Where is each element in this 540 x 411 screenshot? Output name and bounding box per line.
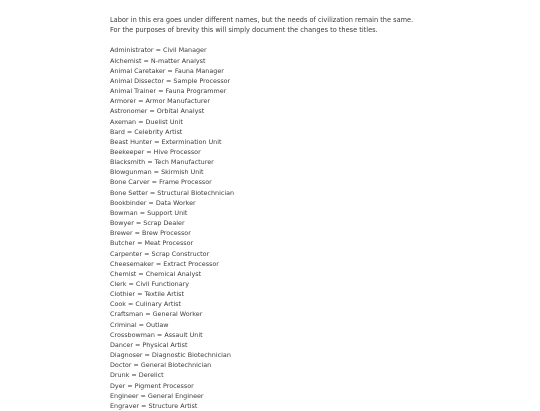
list-item: Armorer = Armor Manufacturer	[110, 97, 210, 106]
list-item: Axeman = Duelist Unit	[110, 117, 183, 126]
list-item: Engraver = Structure Artist	[110, 401, 198, 410]
list-item: Clerk = Civil Functionary	[110, 280, 190, 288]
list-item: Criminal = Outlaw	[110, 320, 169, 329]
list-item: Bone Setter = Structural Biotechnician	[110, 188, 235, 197]
list-item: Dyer = Pigment Processor	[110, 381, 194, 390]
list-item: Bowyer = Scrap Dealer	[110, 219, 185, 228]
list-item: Bowman = Support Unit	[110, 208, 188, 217]
list-item: Brewer = Brew Processor	[110, 229, 191, 238]
list-item: Dancer = Physical Artist	[110, 340, 188, 349]
list-item: Cook = Culinary Artist	[110, 300, 181, 309]
list-item: Blacksmith = Tech Manufacturer	[110, 158, 214, 167]
list-item: Beekeeper = Hive Processor	[110, 147, 201, 156]
list-item: Chemist = Chemical Analyst	[110, 269, 202, 278]
list-item: Bookbinder = Data Worker	[110, 198, 196, 207]
list-item: Animal Caretaker = Fauna Manager	[110, 66, 224, 75]
list-item: Bard = Celebrity Artist	[110, 127, 183, 136]
list-item: Beast Hunter = Extermination Unit	[110, 137, 222, 146]
list-item: Butcher = Meat Processor	[110, 239, 194, 248]
list-item: Diagnoser = Diagnostic Biotechnician	[110, 351, 231, 360]
list-item: Administrator = Civil Manager	[110, 46, 207, 55]
job-title-list	[110, 45, 420, 411]
list-item: Blowgunman = Skirmish Unit	[110, 168, 204, 177]
list-item: Alchemist = N-matter Analyst	[110, 56, 206, 65]
document-page	[110, 15, 420, 411]
list-item: Animal Trainer = Fauna Programmer	[110, 87, 227, 96]
list-item: Bone Carver = Frame Processor	[110, 178, 212, 187]
list-item: Crossbowman = Assault Unit	[110, 330, 203, 339]
intro-paragraph: Labor in this era goes under different names, but the needs of civilization remain the same. For the purposes of brevity this will simply document the changes to these titles.	[110, 16, 414, 35]
list-item: Cheesemaker = Extract Processor	[110, 259, 219, 268]
list-item: Craftsman = General Worker	[110, 310, 203, 319]
list-item: Engineer = General Engineer	[110, 391, 204, 400]
list-item: Clothier = Textile Artist	[110, 290, 185, 299]
list-item: Carpenter = Scrap Constructor	[110, 249, 210, 258]
list-item: Animal Dissector = Sample Processor	[110, 76, 231, 85]
list-item: Astronomer = Orbital Analyst	[110, 107, 205, 116]
list-item: Drunk = Derelict	[110, 371, 164, 380]
list-item: Doctor = General Biotechnician	[110, 361, 212, 370]
